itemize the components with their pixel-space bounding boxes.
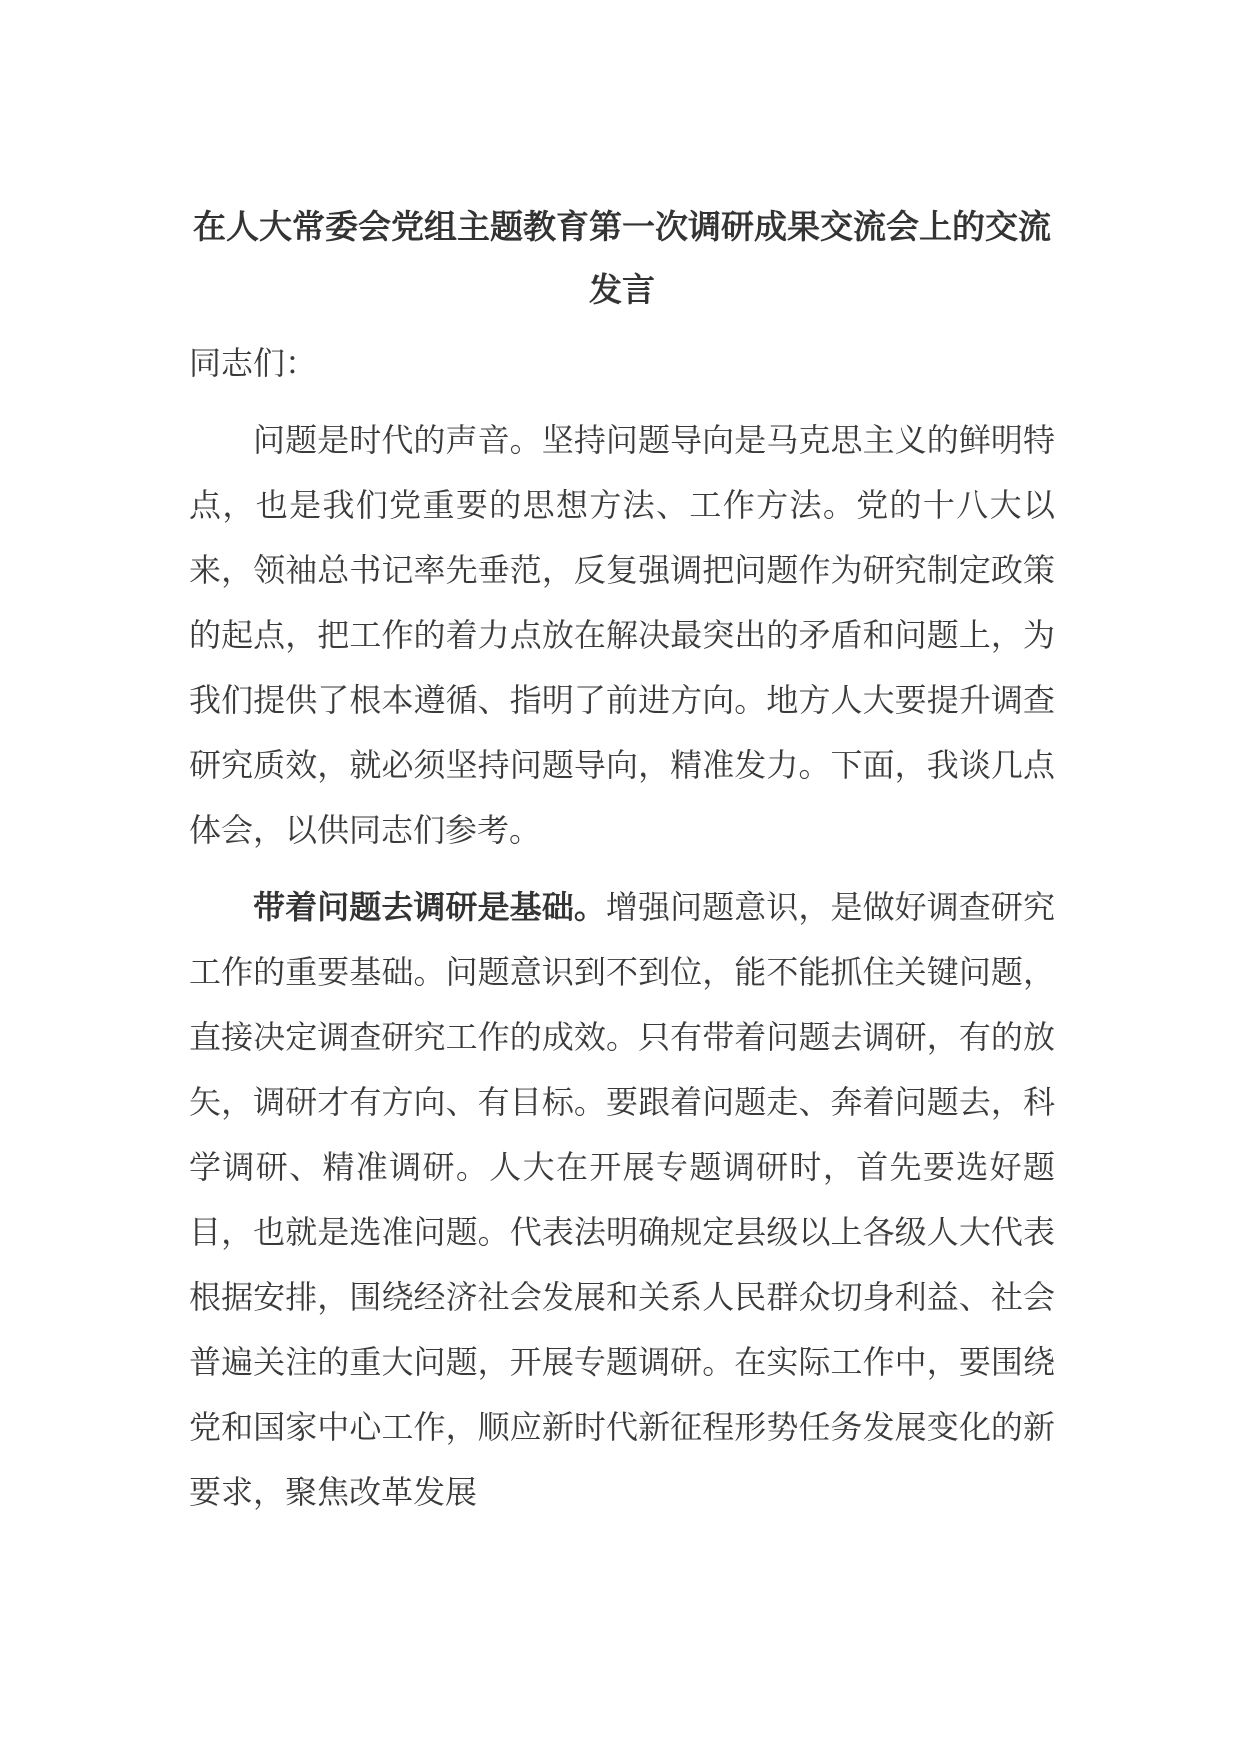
salutation: 同志们： xyxy=(189,344,318,382)
document-body xyxy=(189,195,1055,1525)
paragraph-intro xyxy=(189,408,1055,863)
paragraph-text: 问题是时代的声音。坚持问题导向是马克思主义的鲜明特点，也是我们党重要的思想方法、工作方法。党的十八大以来，领袖总书记率先垂范，反复强调把问题作为研究制定政策的起点，把工作的着力点放在解决最突出的矛盾和问题上，为我们提供了根本遵循、指明了前进方向。地方人大要提升调查研究质效，就必须坚持问题导向，精准发力。下面，我谈几点体会，以供同志们参考。 xyxy=(189,421,1055,849)
paragraph-lead: 带着问题去调研是基础。 xyxy=(253,888,606,926)
paragraph-point-1 xyxy=(189,875,1055,1525)
document-title: 在人大常委会党组主题教育第一次调研成果交流会上的交流发言 xyxy=(193,207,1051,309)
paragraph-text: 增强问题意识，是做好调查研究工作的重要基础。问题意识到不到位，能不能抓住关键问题，直接决定调查研究工作的成效。只有带着问题去调研，有的放矢，调研才有方向、有目标。要跟着问题走、奔着问题去，科学调研、精准调研。人大在开展专题调研时，首先要选好题目，也就是选准问题。代表法明确规定县级以上各级人大代表根据安排，围绕经济社会发展和关系人民群众切身利益、社会普遍关注的重大问题，开展专题调研。在实际工作中，要围绕党和国家中心工作，顺应新时代新征程形势任务发展变化的新要求，聚焦改革发展 xyxy=(189,888,1055,1511)
